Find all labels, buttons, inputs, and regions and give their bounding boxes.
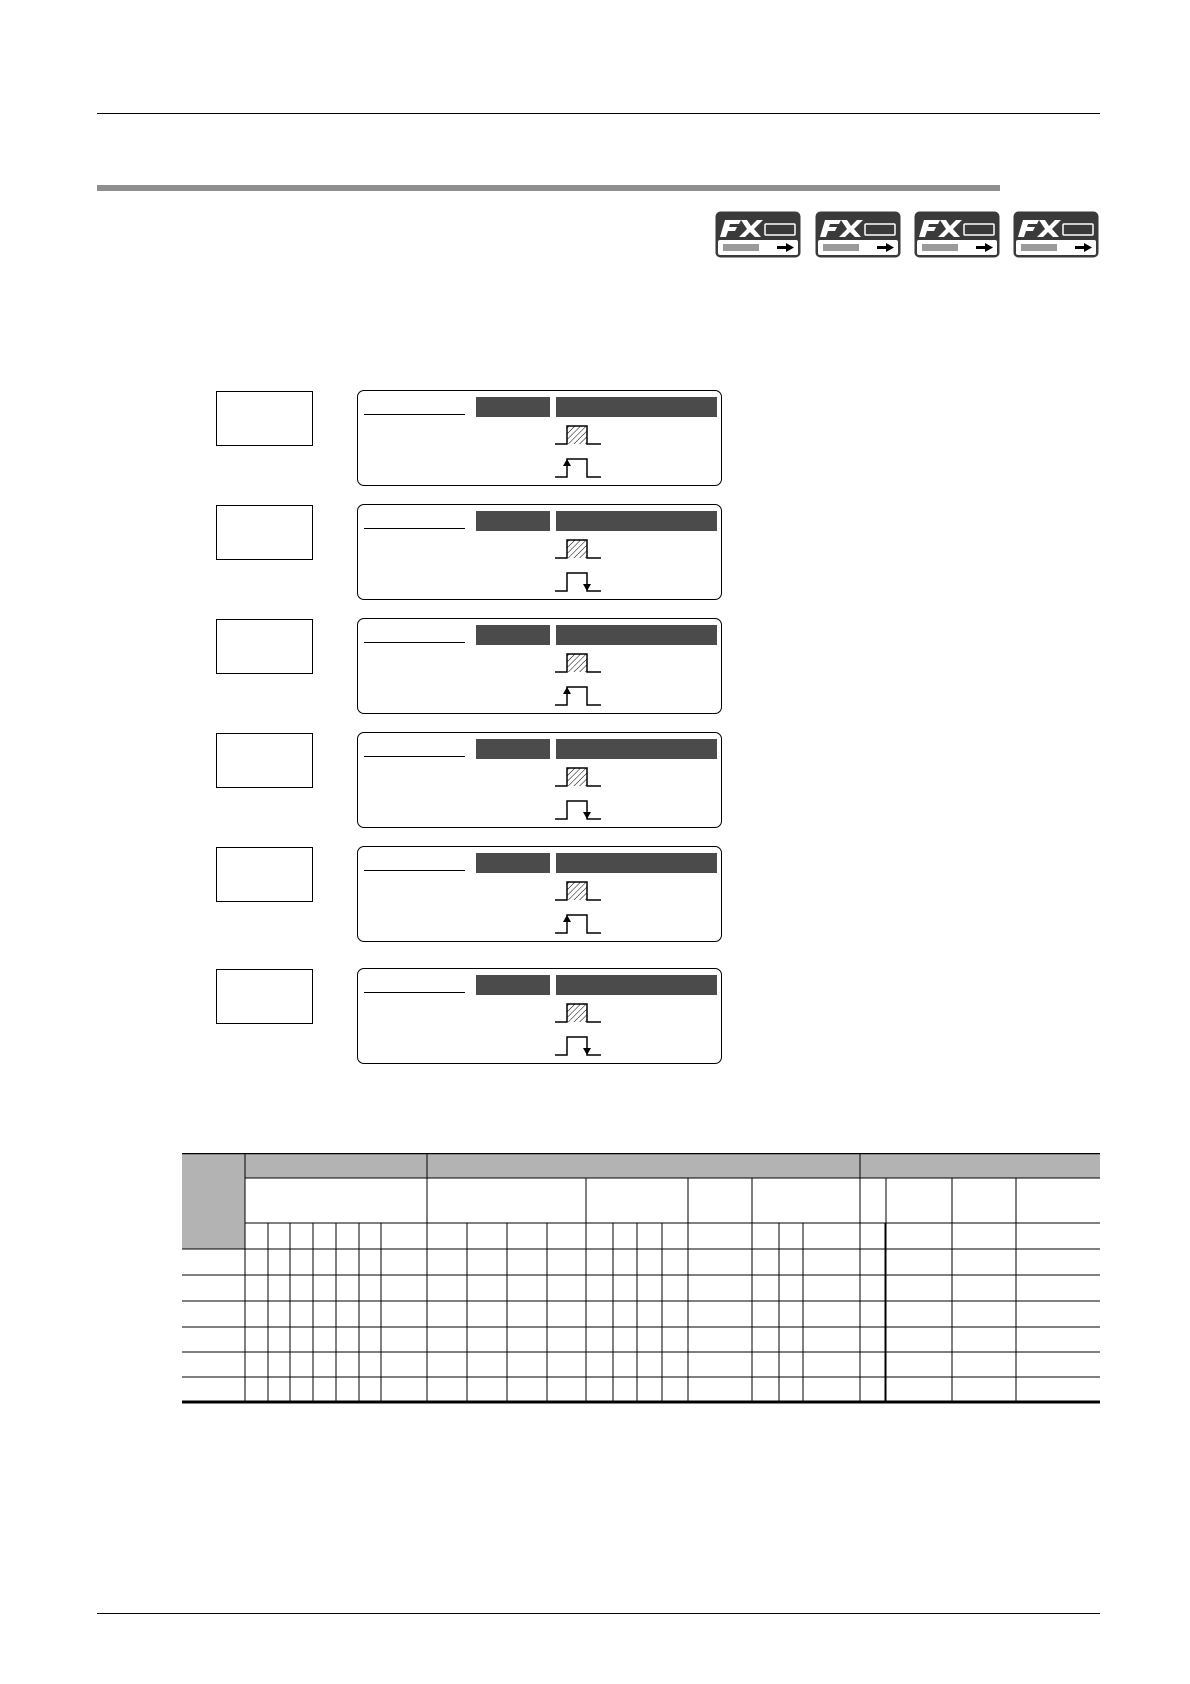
falling-edge-pulse-icon [555, 797, 603, 821]
condition-label-underline [364, 414, 465, 415]
condition-header-cell [476, 511, 550, 531]
condition-header-cell [476, 739, 550, 759]
condition-header-cell [556, 739, 717, 759]
execution-condition-panel [357, 390, 722, 486]
condition-header-cell [556, 975, 717, 995]
condition-header-cell [556, 397, 717, 417]
execution-condition-panel [357, 618, 722, 714]
continuous-pulse-icon [555, 651, 603, 673]
condition-header-cell [476, 853, 550, 873]
condition-label-underline [364, 756, 465, 757]
condition-label-underline [364, 528, 465, 529]
applicable-model-badge [715, 211, 801, 258]
footer-rule [97, 1613, 1100, 1614]
condition-header-cell [556, 625, 717, 645]
condition-header-cell [476, 625, 550, 645]
condition-header-cell [556, 853, 717, 873]
condition-label-underline [364, 642, 465, 643]
instruction-mnemonic-box [216, 391, 313, 446]
instruction-mnemonic-box [216, 969, 313, 1024]
continuous-pulse-icon [555, 537, 603, 559]
execution-condition-panel [357, 732, 722, 828]
execution-condition-panel [357, 846, 722, 942]
instruction-mnemonic-box [216, 619, 313, 674]
applicable-model-badge [914, 211, 1000, 258]
section-title-rule [97, 185, 1000, 191]
continuous-pulse-icon [555, 423, 603, 445]
execution-condition-panel [357, 968, 722, 1064]
applicable-devices-table [182, 1153, 1100, 1404]
rising-edge-pulse-icon [555, 911, 603, 935]
continuous-pulse-icon [555, 765, 603, 787]
continuous-pulse-icon [555, 879, 603, 901]
device-group-header-row [245, 1153, 1100, 1178]
condition-label-underline [364, 992, 465, 993]
falling-edge-pulse-icon [555, 1033, 603, 1057]
applicable-model-badge [1013, 211, 1099, 258]
execution-condition-panel [357, 504, 722, 600]
operand-header-cell [182, 1153, 245, 1249]
rising-edge-pulse-icon [555, 683, 603, 707]
header-rule [97, 113, 1100, 114]
instruction-mnemonic-box [216, 505, 313, 560]
instruction-mnemonic-box [216, 847, 313, 902]
rising-edge-pulse-icon [555, 455, 603, 479]
condition-header-cell [556, 511, 717, 531]
falling-edge-pulse-icon [555, 569, 603, 593]
continuous-pulse-icon [555, 1001, 603, 1023]
condition-header-cell [476, 975, 550, 995]
condition-label-underline [364, 870, 465, 871]
condition-header-cell [476, 397, 550, 417]
instruction-mnemonic-box [216, 733, 313, 788]
applicable-model-badge [815, 211, 901, 258]
